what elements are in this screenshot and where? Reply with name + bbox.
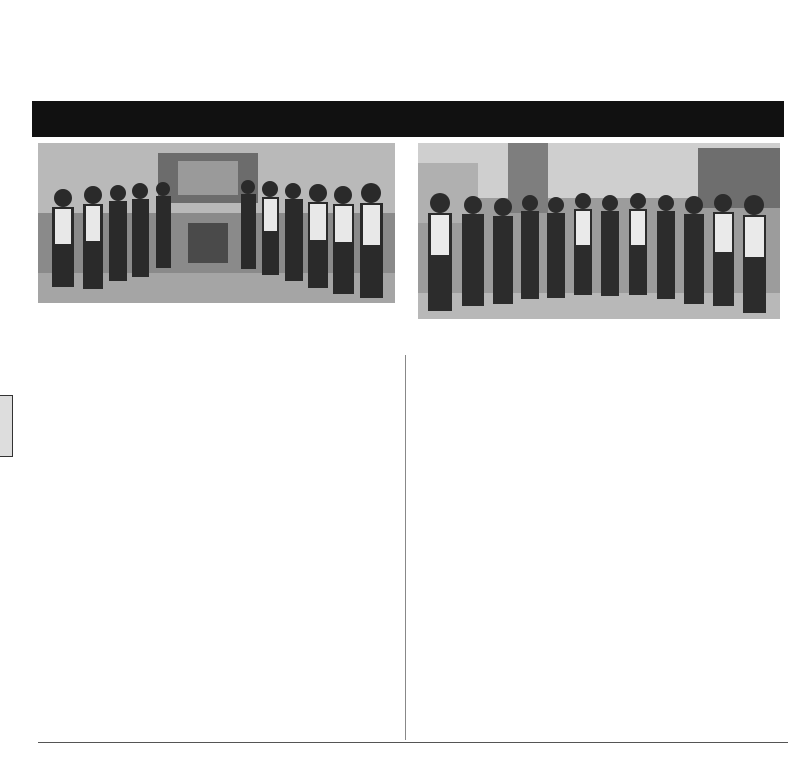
headline bbox=[30, 14, 790, 92]
page-left-edge bbox=[0, 0, 14, 770]
photo-left-office-tribute bbox=[38, 143, 395, 303]
adjacent-clipping-fragment bbox=[0, 395, 13, 457]
bottom-rule bbox=[38, 742, 788, 743]
subheadline-bar bbox=[32, 101, 784, 137]
column-divider bbox=[405, 355, 406, 740]
photo-right-group-outdoor bbox=[418, 143, 780, 319]
